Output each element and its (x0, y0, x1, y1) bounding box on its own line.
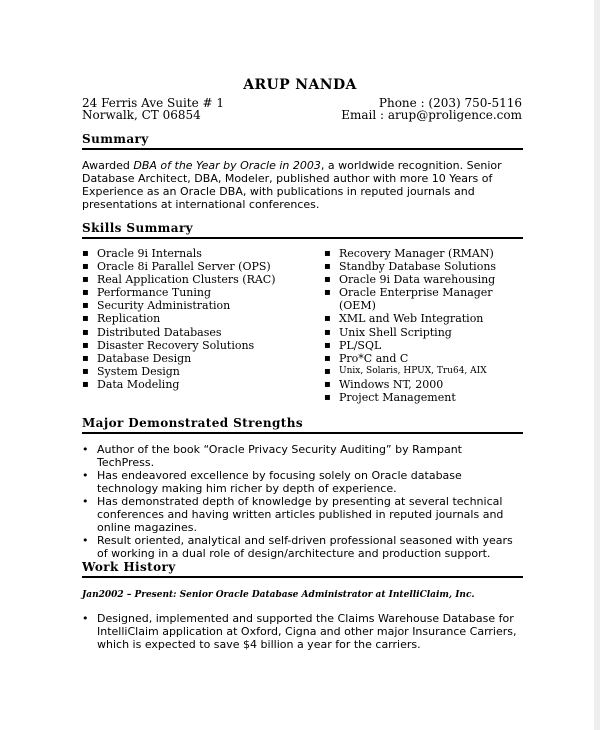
job-title: Jan2002 – Present: Senior Oracle Database Administrator at IntelliClaim, Inc. (82, 590, 475, 600)
page-edge-shadow (594, 0, 600, 730)
list-item: ▪ Performance Tuning (82, 286, 312, 299)
list-item: ▪ Pro*C and C (324, 352, 524, 365)
list-item: • Has demonstrated depth of knowledge by presenting at several technical conferences and having written articles published in reputed journals and online magazines. (82, 495, 522, 534)
summary-text (82, 159, 522, 211)
list-item: ▪ Real Application Clusters (RAC) (82, 273, 312, 286)
list-item: ▪ Unix, Solaris, HPUX, Tru64, AIX (324, 365, 524, 378)
summary-award: DBA of the Year by Oracle in 2003 (133, 159, 321, 172)
strengths-list (82, 443, 522, 560)
list-item: • Designed, implemented and supported the Claims Warehouse Database for IntelliClaim application at Oxford, Cigna and other major Insurance Carriers, which is expected to save $4 billion a year for the carriers. (82, 612, 522, 651)
list-item: ▪ Security Administration (82, 299, 312, 312)
list-item: ▪ Oracle Enterprise Manager (324, 286, 524, 299)
list-item: ▪ Data Modeling (82, 378, 312, 391)
contact-row-2 (82, 108, 522, 122)
list-item: ▪ Windows NT, 2000 (324, 378, 524, 391)
list-item: ▪ System Design (82, 365, 312, 378)
list-item: ▪ Oracle 9i Data warehousing (324, 273, 524, 286)
list-item: ▪ Database Design (82, 352, 312, 365)
list-item: • Result oriented, analytical and self-driven professional seasoned with years of working in a dual role of design/architecture and production support. (82, 534, 522, 560)
summary-heading: Summary (82, 132, 523, 150)
skills-left-list (82, 247, 312, 391)
list-item: ▪ Disaster Recovery Solutions (82, 339, 312, 352)
list-item: • Author of the book “Oracle Privacy Security Auditing” by Rampant TechPress. (82, 443, 522, 469)
phone: Phone : (203) 750-5116 (378, 96, 522, 110)
address-line-1: 24 Ferris Ave Suite # 1 (82, 96, 225, 110)
email: Email : arup@proligence.com (341, 108, 522, 122)
strengths-heading: Major Demonstrated Strengths (82, 416, 523, 434)
list-item: ▪ Recovery Manager (RMAN) (324, 247, 524, 260)
work-heading: Work History (82, 560, 523, 578)
work-list (82, 612, 522, 651)
list-item: ▪ Project Management (324, 391, 524, 404)
skills-right-list (324, 247, 524, 404)
address-line-2: Norwalk, CT 06854 (82, 108, 201, 122)
list-item: ▪ Unix Shell Scripting (324, 326, 524, 339)
resume-name: ARUP NANDA (243, 77, 357, 93)
list-item: ▪ XML and Web Integration (324, 312, 524, 325)
list-item: ▪ Oracle 8i Parallel Server (OPS) (82, 260, 312, 273)
list-item: ▪ Replication (82, 312, 312, 325)
summary-text-part: , a worldwide recognition. Senior Database Architect, DBA, Modeler, published author with more 10 Years of Experience as an Oracle DBA, with publications in reputed journals and presentations at international conferences. (82, 159, 502, 211)
list-item: ▪ Standby Database Solutions (324, 260, 524, 273)
list-item: (OEM) (339, 299, 376, 313)
skills-heading: Skills Summary (82, 221, 523, 239)
list-item: • Has endeavored excellence by focusing solely on Oracle database technology making him richer by depth of experience. (82, 469, 522, 495)
list-item: ▪ Distributed Databases (82, 326, 312, 339)
list-item: ▪ Oracle 9i Internals (82, 247, 312, 260)
list-item: ▪ PL/SQL (324, 339, 524, 352)
summary-text-part: Awarded (82, 159, 134, 172)
